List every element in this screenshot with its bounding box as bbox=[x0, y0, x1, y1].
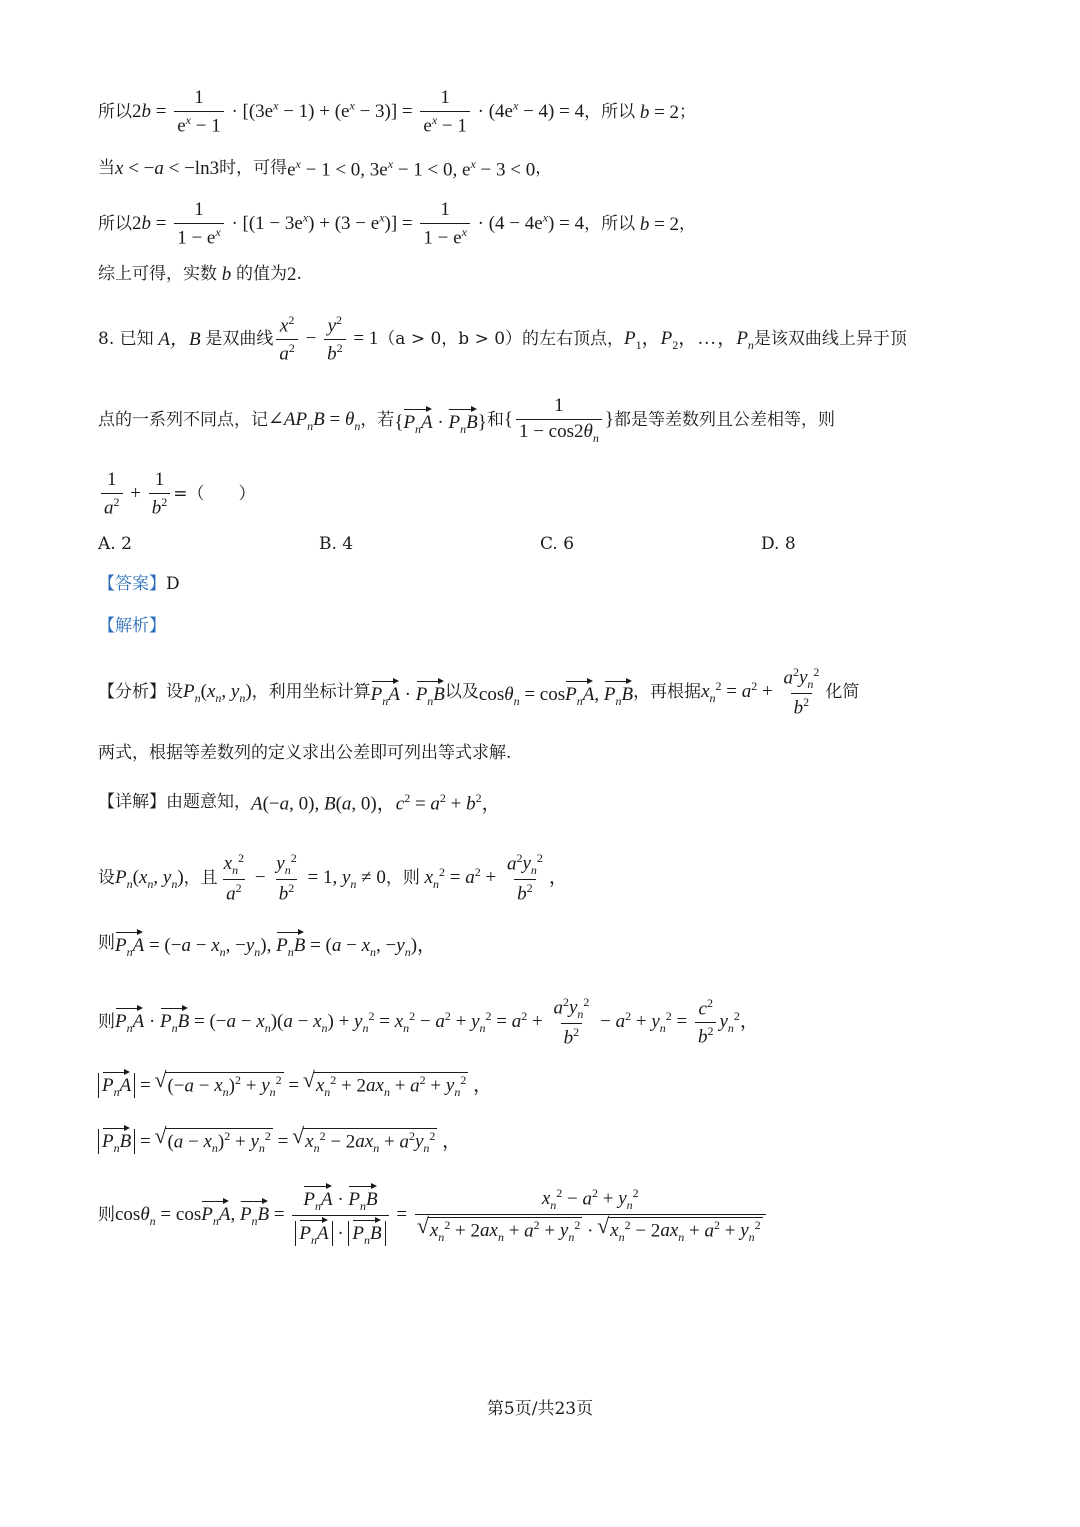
choice-b: B. 4 bbox=[319, 534, 354, 554]
math-expression: { $\frac{1}{1 - \cos 2\theta_n}$ } bbox=[503, 395, 614, 445]
page-footer: 第5页/共23页 bbox=[486, 1399, 594, 1419]
analysis-line-1 bbox=[98, 666, 984, 720]
text-segment: 设 bbox=[166, 682, 183, 703]
math-expression: b = 2 bbox=[639, 214, 680, 236]
text-segment: 点的一系列不同点，记 bbox=[98, 409, 268, 430]
math-expression: A，B bbox=[153, 329, 206, 351]
math-expression: $P_nA = (-a - x_n$, $-y_n$), $P_nB = (a - x_n$, $-y_n$)， bbox=[115, 930, 436, 958]
text-segment: 都是等差数列且公差相等，则 bbox=[613, 409, 835, 430]
text-segment: ， bbox=[535, 158, 553, 179]
detail-line-2 bbox=[98, 852, 984, 906]
text-segment: ， bbox=[679, 214, 697, 235]
text-segment: 则 bbox=[98, 1204, 115, 1225]
question-8-line-1 bbox=[98, 314, 984, 365]
math-expression: $P_n(x_n$, $y_n$) bbox=[115, 866, 184, 891]
math-expression: $P_n(x_n$, $y_n$) bbox=[183, 680, 252, 705]
math-expression: $\frac{x^2}{a^2}$ − $\frac{y^2}{b^2}$ = 1 bbox=[273, 314, 378, 365]
text-segment: 综上可得，实数 bbox=[98, 264, 217, 284]
text-segment: ，若 bbox=[360, 409, 395, 430]
detail-line-7 bbox=[98, 1184, 984, 1247]
text-segment: ，则 bbox=[385, 868, 420, 889]
text-segment: 时，可得 bbox=[219, 158, 288, 179]
choice-c: C. 6 bbox=[540, 534, 575, 554]
text-segment: ，且 bbox=[183, 868, 218, 889]
math-expression: A(−a, 0), B(a, 0)，$c^2 = a^2 + b^2$， bbox=[251, 791, 501, 815]
math-expression: 2 bbox=[287, 264, 297, 285]
choice-d: D. 8 bbox=[761, 534, 796, 554]
detail-line-1 bbox=[98, 792, 984, 813]
math-expression: 2b = $\frac{1}{e^x - 1}$ · $[(3e^x - 1) + (e^x - 3)]$ = $\frac{1}{e^x - 1}$ · $(4e^x - 4) = 4$ bbox=[132, 87, 585, 137]
text-segment: =（ ） bbox=[173, 484, 256, 505]
text-segment: （a > 0，b > 0）的左右顶点， bbox=[378, 329, 625, 350]
text-segment: . bbox=[296, 264, 302, 284]
text-segment: ，所以 bbox=[584, 214, 636, 235]
analysis-label: 【解析】 bbox=[98, 616, 166, 636]
analysis-heading bbox=[98, 618, 984, 635]
detail-line-4 bbox=[98, 996, 984, 1050]
analysis-tag: 【分析】 bbox=[98, 682, 166, 703]
solution-line-2 bbox=[98, 158, 984, 179]
detail-line-6 bbox=[98, 1126, 984, 1154]
text-segment: 由题意知， bbox=[166, 792, 251, 813]
math-expression: 2b = $\frac{1}{1 - e^x}$ · $[(1 - 3e^x) + (3 - e^x)]$ = $\frac{1}{1 - e^x}$ · $(4 - 4e^x) = 4$ bbox=[132, 199, 585, 249]
math-expression: $x_n^2 = a^2$ + $\frac{a^2y_n^2}{b^2}$ ， bbox=[424, 851, 568, 905]
math-expression: $P_1$，$P_2$，…，$P_n$ bbox=[624, 327, 754, 352]
math-expression: $P_nB$ = √ $(a - x_n)^2 + y_n^2$ = √ $x_n^2 - 2ax_n + a^2y_n^2$ ， bbox=[98, 1126, 461, 1154]
text-segment: 则 bbox=[98, 1012, 115, 1033]
text-segment: 的值为 bbox=[236, 264, 287, 284]
solution-line-1 bbox=[98, 88, 984, 137]
math-expression: b = 2 bbox=[639, 102, 680, 124]
text-segment: 所以 bbox=[98, 102, 132, 123]
math-expression: $P_nA \cdot P_nB = (-a - x_n)(a - x_n) + y_n^2 = x_n^2 - a^2 + y_n^2 = a^2$ + $\frac{a^2y_n^2}{b^2}$ − $a^2 + y_n^2$ = $\frac{c^2}{b^2}$ $y_n^2$， bbox=[115, 995, 759, 1049]
math-expression: $x_n^2 = a^2$ + $\frac{a^2y_n^2}{b^2}$ bbox=[701, 665, 820, 719]
detail-line-5 bbox=[98, 1070, 984, 1098]
text-segment: 当 bbox=[98, 158, 115, 179]
solution-line-3 bbox=[98, 200, 984, 249]
math-expression: $\frac{1}{a^2}$ + $\frac{1}{b^2}$ bbox=[98, 470, 173, 519]
math-expression: $\{P_nA \cdot P_nB\}$ bbox=[394, 407, 487, 435]
question-number: 8. 已知 bbox=[98, 329, 154, 350]
choice-a: A. 2 bbox=[98, 534, 132, 554]
text-segment: 设 bbox=[98, 868, 115, 889]
text-segment: ，所以 bbox=[584, 102, 636, 123]
text-segment: ，利用坐标计算 bbox=[251, 682, 371, 703]
text-segment: 是双曲线 bbox=[205, 329, 274, 350]
text-segment: 所以 bbox=[98, 214, 132, 235]
analysis-line-2 bbox=[98, 745, 984, 762]
text-segment: 化简 bbox=[825, 682, 860, 703]
answer-label: 【答案】 bbox=[98, 574, 166, 594]
math-expression: x < −a < −ln3 bbox=[115, 158, 220, 180]
math-expression: $P_nA \cdot P_nB$ bbox=[371, 679, 445, 707]
text-segment: ，再根据 bbox=[633, 682, 702, 703]
answer-line bbox=[98, 576, 984, 593]
text-segment: 两式，根据等差数列的定义求出公差即可列出等式求解. bbox=[98, 743, 512, 763]
math-expression: cosθ$_n$ = cosP$_n$A, $P_nB$ bbox=[479, 679, 633, 707]
math-expression: $\frac{x_n^2}{a^2}$ − $\frac{y_n^2}{b^2}$ = 1, $y_n \ne 0$ bbox=[223, 851, 386, 905]
text-segment: 以及 bbox=[444, 682, 479, 703]
math-expression: cosθ$_n$ = cosP$_n$A, $P_nB$ = $\frac{P_nA \cdot P_nB}{P_nA \cdot P_nB}$ = $x_n^2 - a^2 + y_n^2$ √ $x_n^2 + 2ax_n + a^2 + y_n^2$ · √ $x_n^2 - 2ax_n + a^2 + y_n^2$ bbox=[115, 1184, 769, 1247]
question-8-line-3 bbox=[98, 470, 984, 519]
text-segment: ； bbox=[679, 102, 697, 123]
text-segment: 是该双曲线上异于顶 bbox=[753, 329, 907, 350]
solution-line-4 bbox=[98, 265, 984, 284]
text-segment: 则 bbox=[98, 933, 115, 954]
detail-line-3 bbox=[98, 930, 984, 958]
detail-tag: 【详解】 bbox=[98, 792, 166, 813]
answer-choices bbox=[98, 534, 978, 554]
text-segment: 和 bbox=[486, 409, 504, 430]
answer-value: D bbox=[166, 574, 180, 594]
math-expression: $\angle AP_nB = \theta_n$ bbox=[268, 408, 361, 433]
math-expression: b bbox=[217, 264, 236, 285]
question-8-line-2 bbox=[98, 396, 984, 445]
math-expression: $e^x - 1 < 0$, $3e^x - 1 < 0$, $e^x - 3 < 0$ bbox=[287, 157, 536, 181]
math-expression: $P_nA$ = √ $(-a - x_n)^2 + y_n^2$ = √ $x_n^2 + 2ax_n + a^2 + y_n^2$ ， bbox=[98, 1070, 492, 1098]
